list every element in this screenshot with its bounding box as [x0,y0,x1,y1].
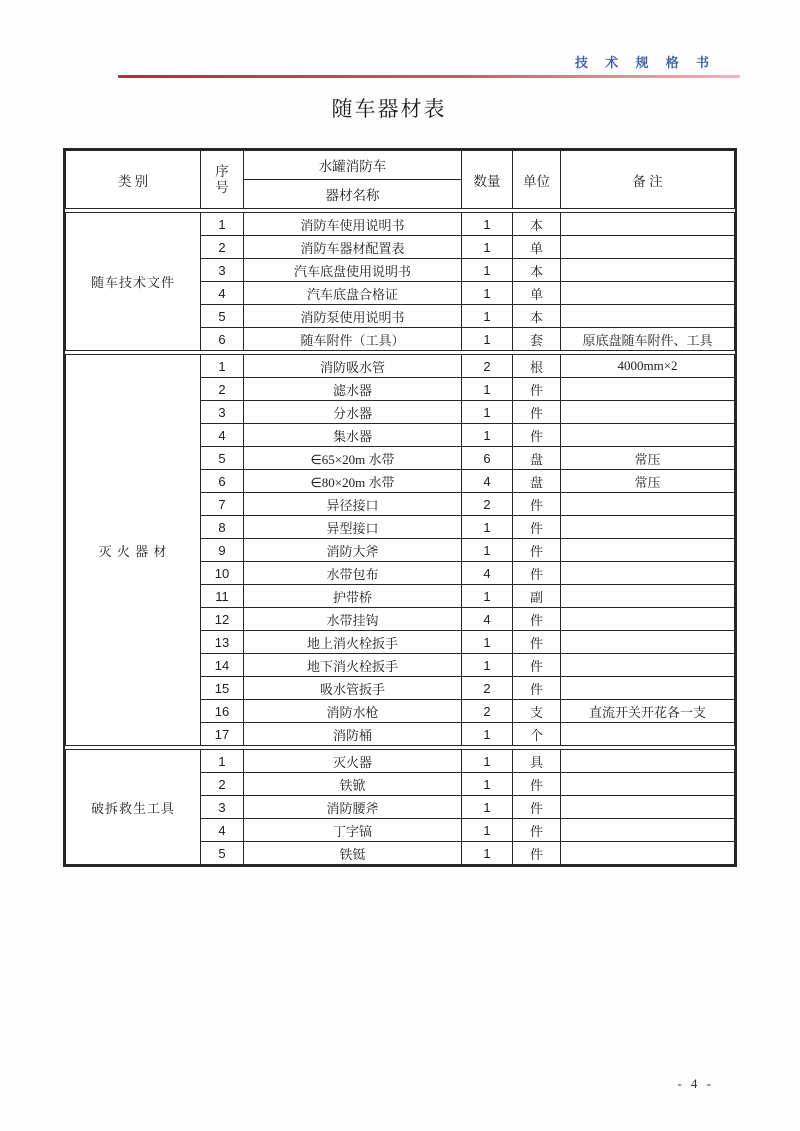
unit-cell: 本 [513,259,561,282]
seq-cell: 15 [201,677,244,700]
name-cell: 消防桶 [244,723,462,746]
name-cell: 消防大斧 [244,539,462,562]
remark-cell [561,796,735,819]
remark-cell [561,424,735,447]
seq-cell: 12 [201,608,244,631]
qty-cell: 1 [462,305,513,328]
qty-cell: 6 [462,447,513,470]
remark-cell [561,259,735,282]
table-row [66,355,735,378]
header-seq-char-1: 序 [215,163,229,179]
table-row [66,750,735,773]
header-row-top [66,151,735,180]
seq-cell: 3 [201,259,244,282]
qty-cell: 1 [462,424,513,447]
remark-cell: 直流开关开花各一支 [561,700,735,723]
remark-cell: 常压 [561,470,735,493]
doc-type-label: 技 术 规 格 书 [574,55,716,70]
seq-cell: 2 [201,378,244,401]
equipment-table [63,148,737,867]
header-remark: 备 注 [561,151,735,209]
unit-cell: 件 [513,819,561,842]
seq-cell: 14 [201,654,244,677]
unit-cell: 件 [513,631,561,654]
remark-cell [561,378,735,401]
qty-cell: 1 [462,259,513,282]
page-number: - 4 - [677,1076,714,1091]
qty-cell: 1 [462,213,513,236]
qty-cell: 1 [462,516,513,539]
qty-cell: 1 [462,585,513,608]
page-title: 随车器材表 [331,97,447,121]
unit-cell: 件 [513,677,561,700]
seq-cell: 8 [201,516,244,539]
header-seq-char-2: 号 [215,179,229,195]
name-cell: 滤水器 [244,378,462,401]
equipment-group [65,354,735,746]
remark-cell [561,539,735,562]
remark-cell [561,723,735,746]
name-cell: 灭火器 [244,750,462,773]
name-cell: 汽车底盘合格证 [244,282,462,305]
equipment-group [65,212,735,351]
unit-cell: 单 [513,282,561,305]
seq-cell: 5 [201,305,244,328]
remark-cell: 原底盘随车附件、工具 [561,328,735,351]
remark-cell [561,236,735,259]
table-row [66,213,735,236]
qty-cell: 1 [462,796,513,819]
remark-cell [561,562,735,585]
name-cell: 水带包布 [244,562,462,585]
header-seq [201,151,244,209]
unit-cell: 件 [513,654,561,677]
qty-cell: 1 [462,236,513,259]
qty-cell: 4 [462,608,513,631]
qty-cell: 1 [462,819,513,842]
seq-cell: 4 [201,282,244,305]
category-cell: 破拆救生工具 [66,750,201,865]
remark-cell [561,608,735,631]
name-cell: 消防泵使用说明书 [244,305,462,328]
remark-cell [561,585,735,608]
seq-cell: 9 [201,539,244,562]
name-cell: 消防吸水管 [244,355,462,378]
qty-cell: 2 [462,355,513,378]
qty-cell: 1 [462,773,513,796]
name-cell: 异径接口 [244,493,462,516]
unit-cell: 盘 [513,470,561,493]
name-cell: 护带桥 [244,585,462,608]
name-cell: 消防车使用说明书 [244,213,462,236]
category-cell: 随车技术文件 [66,213,201,351]
unit-cell: 件 [513,401,561,424]
unit-cell: 件 [513,493,561,516]
name-cell: 异型接口 [244,516,462,539]
unit-cell: 件 [513,773,561,796]
header-equipment-name: 器材名称 [244,180,462,209]
remark-cell [561,305,735,328]
remark-cell: 常压 [561,447,735,470]
name-cell: ∈65×20m 水带 [244,447,462,470]
name-cell: 丁字镐 [244,819,462,842]
name-cell: 铁铤 [244,842,462,865]
remark-cell [561,213,735,236]
name-cell: 随车附件（工具） [244,328,462,351]
unit-cell: 件 [513,842,561,865]
remark-cell [561,493,735,516]
equipment-group [65,749,735,865]
seq-cell: 17 [201,723,244,746]
qty-cell: 1 [462,282,513,305]
name-cell: 铁锨 [244,773,462,796]
unit-cell: 件 [513,424,561,447]
seq-cell: 10 [201,562,244,585]
qty-cell: 2 [462,677,513,700]
seq-cell: 3 [201,401,244,424]
qty-cell: 1 [462,750,513,773]
remark-cell [561,773,735,796]
unit-cell: 盘 [513,447,561,470]
table-header-section [65,150,735,209]
seq-cell: 1 [201,750,244,773]
qty-cell: 2 [462,493,513,516]
name-cell: 吸水管扳手 [244,677,462,700]
header-quantity: 数量 [462,151,513,209]
name-cell: 地上消火栓扳手 [244,631,462,654]
name-cell: 集水器 [244,424,462,447]
remark-cell [561,677,735,700]
remark-cell [561,516,735,539]
seq-cell: 4 [201,819,244,842]
seq-cell: 6 [201,470,244,493]
seq-cell: 16 [201,700,244,723]
seq-cell: 2 [201,236,244,259]
header-vehicle-type: 水罐消防车 [244,151,462,180]
name-cell: 消防车器材配置表 [244,236,462,259]
unit-cell: 件 [513,516,561,539]
remark-cell [561,654,735,677]
seq-cell: 1 [201,213,244,236]
unit-cell: 根 [513,355,561,378]
remark-cell [561,401,735,424]
remark-cell [561,282,735,305]
name-cell: 水带挂钩 [244,608,462,631]
name-cell: 消防水枪 [244,700,462,723]
unit-cell: 具 [513,750,561,773]
unit-cell: 件 [513,539,561,562]
qty-cell: 1 [462,328,513,351]
table-body-groups [65,212,735,865]
seq-cell: 5 [201,447,244,470]
remark-cell [561,819,735,842]
remark-cell: 4000mm×2 [561,355,735,378]
unit-cell: 件 [513,562,561,585]
seq-cell: 2 [201,773,244,796]
qty-cell: 1 [462,401,513,424]
unit-cell: 套 [513,328,561,351]
seq-cell: 7 [201,493,244,516]
seq-cell: 6 [201,328,244,351]
name-cell: ∈80×20m 水带 [244,470,462,493]
qty-cell: 1 [462,631,513,654]
name-cell: 汽车底盘使用说明书 [244,259,462,282]
unit-cell: 本 [513,305,561,328]
seq-cell: 4 [201,424,244,447]
unit-cell: 本 [513,213,561,236]
name-cell: 地下消火栓扳手 [244,654,462,677]
seq-cell: 1 [201,355,244,378]
seq-cell: 11 [201,585,244,608]
name-cell: 消防腰斧 [244,796,462,819]
header-rule [118,75,740,78]
unit-cell: 支 [513,700,561,723]
qty-cell: 4 [462,562,513,585]
header-category: 类 别 [66,151,201,209]
unit-cell: 件 [513,378,561,401]
qty-cell: 1 [462,842,513,865]
unit-cell: 单 [513,236,561,259]
qty-cell: 1 [462,654,513,677]
seq-cell: 3 [201,796,244,819]
unit-cell: 个 [513,723,561,746]
remark-cell [561,842,735,865]
remark-cell [561,631,735,654]
qty-cell: 1 [462,539,513,562]
unit-cell: 件 [513,796,561,819]
category-cell: 灭 火 器 材 [66,355,201,746]
unit-cell: 件 [513,608,561,631]
qty-cell: 4 [462,470,513,493]
seq-cell: 5 [201,842,244,865]
header-unit: 单位 [513,151,561,209]
name-cell: 分水器 [244,401,462,424]
qty-cell: 1 [462,723,513,746]
unit-cell: 副 [513,585,561,608]
qty-cell: 2 [462,700,513,723]
seq-cell: 13 [201,631,244,654]
remark-cell [561,750,735,773]
qty-cell: 1 [462,378,513,401]
